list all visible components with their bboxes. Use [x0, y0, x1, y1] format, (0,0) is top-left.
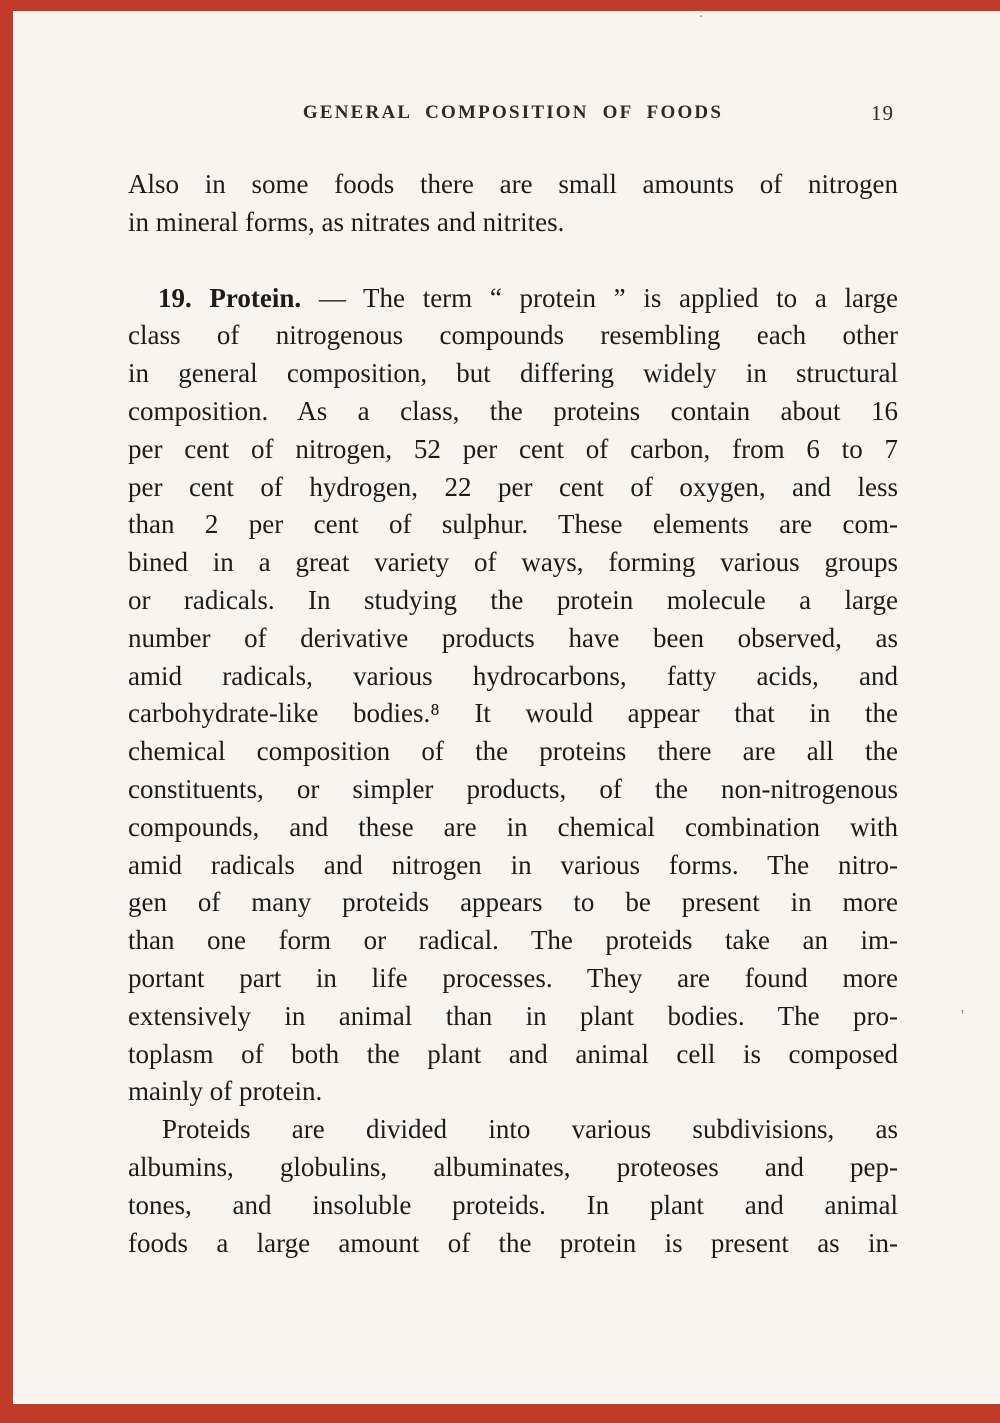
text-line: Proteids are divided into various subdivisions, as [162, 1114, 898, 1145]
paragraph-lines [128, 166, 898, 242]
text-line: chemical composition of the proteins there are all the [128, 736, 898, 767]
text-line: amid radicals and nitrogen in various forms. The nitro- [128, 849, 898, 880]
text-line: than 2 per cent of sulphur. These elements are com- [128, 509, 898, 540]
text-line [128, 280, 898, 318]
text-line: constituents, or simpler products, of the non-nitrogenous [128, 773, 898, 804]
paragraph-nitrogen-note [128, 166, 898, 242]
paragraph-proteids [128, 1111, 898, 1262]
text-line: portant part in life processes. They are found more [128, 962, 898, 993]
text-line: than one form or radical. The proteids take an im- [128, 925, 898, 956]
paragraph-lines [128, 317, 898, 1111]
text-line: toplasm of both the plant and animal cell is composed [128, 1038, 898, 1069]
text-line: class of nitrogenous compounds resembling each other [128, 320, 898, 351]
text-line: foods a large amount of the protein is present as in- [128, 1227, 898, 1258]
text-line: in mineral forms, as nitrates and nitrites. [128, 206, 565, 237]
text-line: per cent of nitrogen, 52 per cent of carbon, from 6 to 7 [128, 433, 898, 464]
scan-edge-bottom [0, 1404, 1000, 1423]
section-heading: 19. Protein. [158, 282, 302, 313]
scan-edge-left [0, 0, 13, 1423]
text-line: carbohydrate-like bodies.⁸ It would appear that in the [128, 698, 898, 729]
text-line: Also in some foods there are small amounts of nitrogen [128, 169, 898, 199]
text-line: composition. As a class, the proteins contain about 16 [128, 395, 898, 426]
page-header [128, 102, 898, 124]
text-line: extensively in animal than in plant bodies. The pro- [128, 1000, 898, 1031]
text-line: in general composition, but differing widely in structural [128, 358, 898, 389]
text-line: amid radicals, various hydrocarbons, fatty acids, and [128, 660, 898, 691]
text-line: or radicals. In studying the protein molecule a large [128, 584, 898, 615]
text-line: compounds, and these are in chemical combination with [128, 811, 898, 842]
text-line: tones, and insoluble proteids. In plant and animal [128, 1189, 898, 1220]
lead-text: — The term “ protein ” is applied to a large [301, 282, 898, 313]
text-column [128, 0, 898, 1262]
scan-artifact-mark: : [699, 5, 704, 21]
paragraph-protein [128, 280, 898, 1112]
text-line: mainly of protein. [128, 1076, 323, 1107]
text-line: albumins, globulins, albuminates, proteoses and pep- [128, 1151, 898, 1182]
text-line: number of derivative products have been observed, as [128, 622, 898, 653]
running-title: GENERAL COMPOSITION OF FOODS [302, 102, 724, 123]
scan-artifact-mark: ' [961, 1006, 965, 1025]
text-line: per cent of hydrogen, 22 per cent of oxygen, and less [128, 471, 898, 502]
page-number: 19 [871, 101, 894, 125]
paragraph-lines [128, 1111, 898, 1262]
text-line: bined in a great variety of ways, forming various groups [128, 547, 898, 578]
text-line: gen of many proteids appears to be present in more [128, 887, 898, 918]
